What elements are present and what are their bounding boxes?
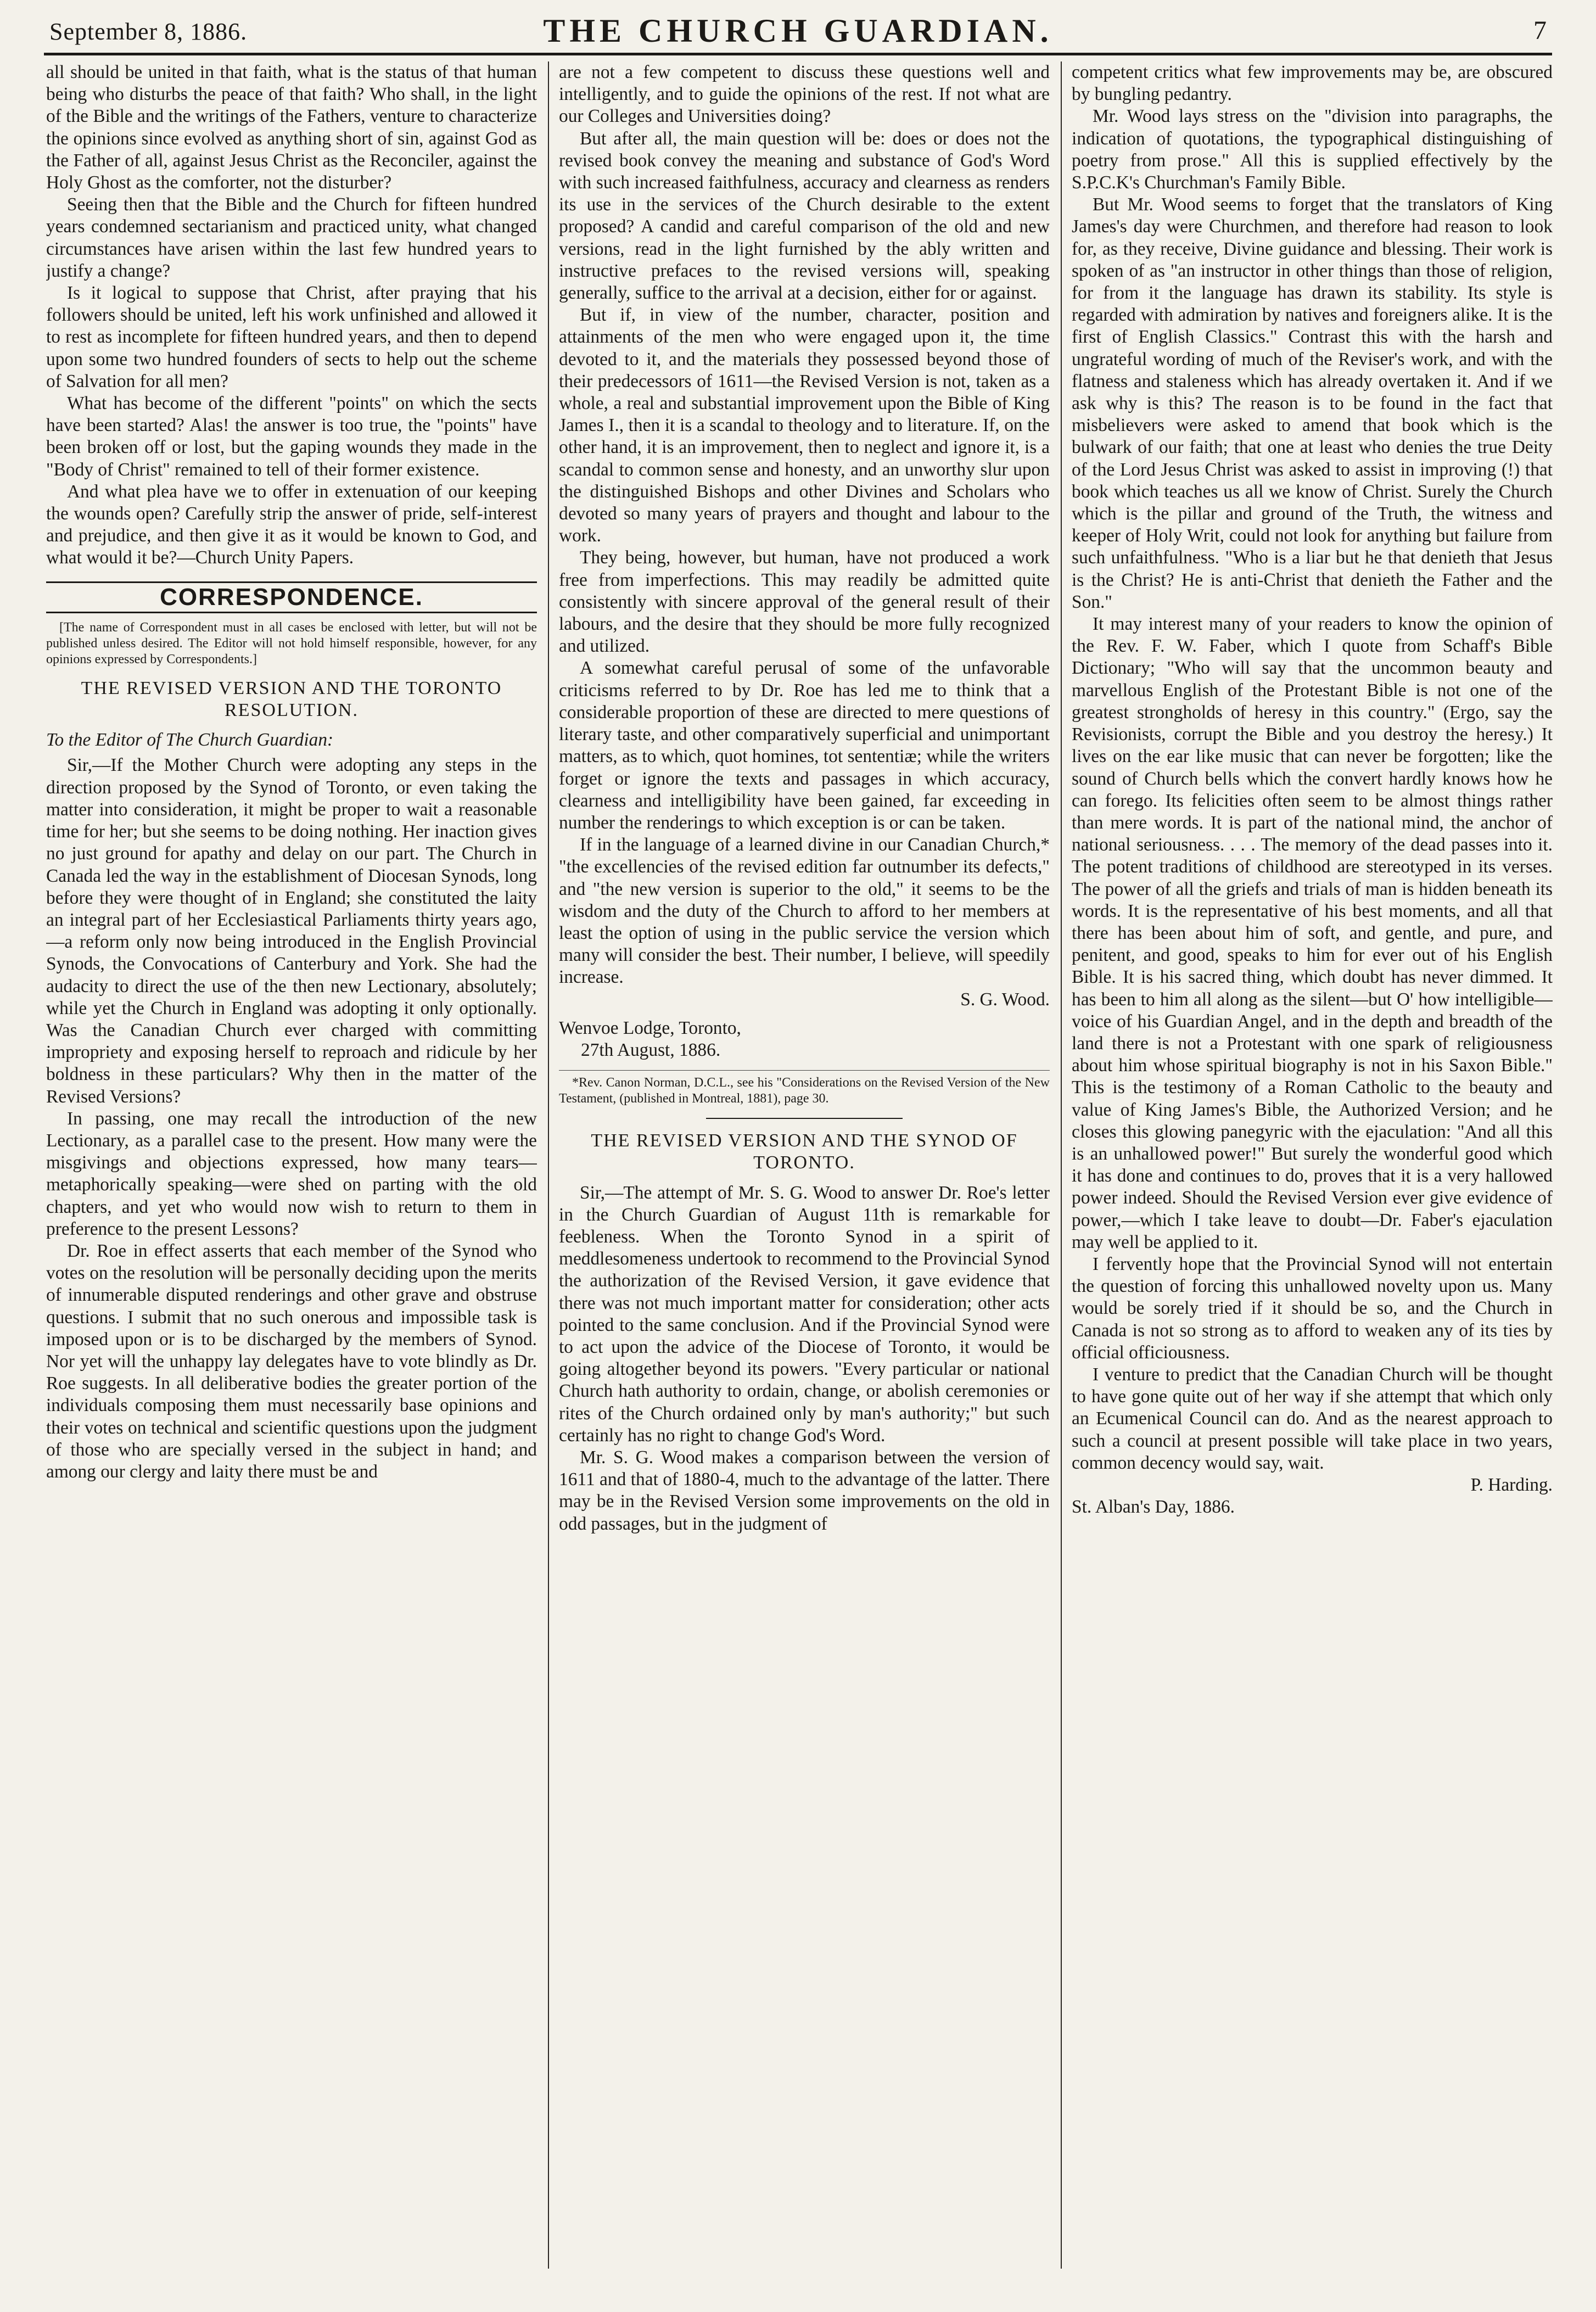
masthead	[44, 10, 1552, 48]
paragraph: I venture to predict that the Canadian Church will be thought to have gone quite out of her way if she attempt that which only an Ecumenical Council can do. And as the nearest approach to such a council at present possible will take place in two years, common decency would say, wait.	[1072, 1364, 1553, 1473]
paragraph: Dr. Roe in effect asserts that each member of the Synod who votes on the resolution will be personally deciding upon the merits of innumerable disputed renderings and other grave and obstruse questions. I submit that no such onerous and impossible task is imposed upon or is to be discharged by the members of Synod. Nor yet will the unhappy lay delegates have to vote blindly as Dr. Roe suggests. In all deliberative bodies the greater portion of the individuals composing them must necessarily base opinions and their votes on technical and scientific questions upon the judgment of those who are specially versed in the subject in hand; and among our clergy and laity there must be and	[46, 1240, 537, 1482]
paragraph: all should be united in that faith, what is the status of that human being who disturbs the peace of that faith? Who shall, in the light of the Bible and the writings of the Fathers, venture to characterize the opinions since evolved as anything short of sin, against God as the Father of all, against Jesus Christ as the Reconciler, against the Holy Ghost as the comforter, not the disturber?	[46, 62, 537, 193]
paragraph: They being, however, but human, have not produced a work free from imperfections. This may readily be admitted quite consistently with sincere approval of the general result of their labours, and the desire that they should be more fully recognized and utilized.	[559, 547, 1050, 657]
paragraph: What has become of the different "points" on which the sects have been started? Alas! the answer is too true, the "points" have been broken off or lost, but the gaping wounds they made in the "Body of Christ" remained to tell of their former existence.	[46, 393, 537, 480]
paragraph: But Mr. Wood seems to forget that the translators of King James's day were Churchmen, and therefore had reason to look for, as they receive, Divine guidance and blessing. Their work is spoken of as "an instructor in other things than those of religion, for from it the language has drawn its stability. Its style is regarded with admiration by natives and foreigners alike. It is the first of English Classics." Contrast this with the harsh and ungrateful wording of much of the Reviser's work, and with the flatness and staleness which has already overtaken it. And if we ask why is this? The reason is to be found in the fact that misbelievers were asked to amend that book which is the bulwark of our faith; that one at least who denies the true Deity of the Lord Jesus Christ was asked to assist in improving (!) that book which teaches us all we know of Christ. Surely the Church which is the pillar and ground of the Truth, the witness and keeper of Holy Writ, could not look for anything but failure from such unfaithfulness. "Who is a liar but he that denieth that Jesus is the Christ? He is anti-Christ that denieth the Father and the Son."	[1072, 194, 1553, 612]
signature: P. Harding.	[1470, 1475, 1553, 1495]
paragraph: I fervently hope that the Provincial Synod will not entertain the question of forcing this unhallowed novelty upon us. Many would be sorely tried if it should be so, and the Church in Canada is not so strong as to afford to weaken any of its ties by official officiousness.	[1072, 1253, 1553, 1363]
paragraph: Mr. Wood lays stress on the "division into paragraphs, the indication of quotations, the typographical distinguishing of poetry from prose." All this is supplied effectively by the S.P.C.K's Churchman's Family Bible.	[1072, 106, 1553, 193]
separator-rule	[706, 1118, 903, 1119]
paragraph: Mr. S. G. Wood makes a comparison between the version of 1611 and that of 1880-4, much to the advantage of the latter. There may be in the Revised Version some improvements on the old in odd passages, but in the judgment of	[559, 1447, 1050, 1534]
letter-title: THE REVISED VERSION AND THE SYNOD OF TORONTO.	[591, 1130, 1018, 1173]
salutation: To the Editor of The Church Guardian:	[46, 730, 334, 751]
paragraph: And what plea have we to offer in extenuation of our keeping the wounds open? Carefully strip the answer of pride, self-interest and prejudice, and then give it as it would be known to God, and what would it be?—Church Unity Papers.	[46, 481, 537, 568]
issue-date: September 8, 1886.	[49, 18, 248, 45]
paragraph: A somewhat careful perusal of some of the unfavorable criticisms referred to by Dr. Roe has led me to think that a considerable proportion of these are directed to mere questions of literary taste, and other comparatively superficial and unimportant matters, as to which, quot homines, tot sententiæ; while the writers forget or ignore the texts and passages in which accuracy, clearness and intelligibility have been gained, far exceeding in number the renderings to which exception is or can be taken.	[559, 658, 1050, 833]
address-line: Wenvoe Lodge, Toronto,	[559, 1017, 741, 1038]
column-rule-left	[548, 61, 549, 2269]
section-heading-correspondence: CORRESPONDENCE.	[46, 581, 537, 613]
signature-date: St. Alban's Day, 1886.	[1072, 1497, 1235, 1518]
masthead-rule	[44, 53, 1552, 55]
column-3	[1072, 61, 1553, 2285]
signature: S. G. Wood.	[960, 989, 1050, 1010]
address-date: 27th August, 1886.	[581, 1039, 721, 1060]
column-1	[46, 61, 537, 2285]
paragraph: Seeing then that the Bible and the Church for fifteen hundred years condemned sectarianism and practiced unity, what changed circumstances have arisen within the last few hundred years to justify a change?	[46, 194, 537, 281]
column-rule-right	[1061, 61, 1062, 2269]
paragraph: Is it logical to suppose that Christ, after praying that his followers should be united, left his work unfinished and allowed it to rest as incomplete for fifteen hundred years, and then to depend upon some two hundred founders of sects to help out the scheme of Salvation for all men?	[46, 283, 537, 391]
editorial-notice: [The name of Correspondent must in all cases be enclosed with letter, but will not be published unless desired. The Editor will not hold himself responsible, however, for any opinions expressed by Correspondents.]	[46, 620, 537, 667]
paragraph: In passing, one may recall the introduction of the new Lectionary, as a parallel case to the present. How many were the misgivings and objections expressed, how many tears—metaphorically speaking—were shed on parting with the old chapters, and yet who would now wish to return to them in preference to the present Lessons?	[46, 1108, 537, 1239]
column-2	[559, 61, 1050, 2285]
footnote: *Rev. Canon Norman, D.C.L., see his "Considerations on the Revised Version of the New Testament, (published in Montreal, 1881), page 30.	[559, 1070, 1050, 1107]
letter-title: THE REVISED VERSION AND THE TORONTO RESOLUTION.	[81, 678, 502, 721]
paragraph: Sir,—If the Mother Church were adopting any steps in the direction proposed by the Synod of Toronto, or even taking the matter into consideration, it might be proper to wait a reasonable time for her; but she seems to be doing nothing. Her inaction gives no just ground for apathy and delay on our part. The Church in Canada led the way in the establishment of Diocesan Synods, long before they were thought of in England; she constituted the laity an integral part of her Ecclesiastical Parliaments thirty years ago,—a reform only now being introduced in the English Provincial Synods, the Convocations of Canterbury and York. She had the audacity to direct the use of the then new Lectionary, absolutely; while yet the Church in England was adopting it only optionally. Was the Canadian Church ever charged with committing impropriety and exposing herself to reproach and ridicule by her boldness in these particulars? Why then in the matter of the Revised Versions?	[46, 755, 537, 1107]
paragraph: But if, in view of the number, character, position and attainments of the men who were engaged upon it, the time devoted to it, and the materials they possessed beyond those of their predecessors of 1611—the Revised Version is not, taken as a whole, a real and substantial improvement upon the Bible of King James I., then it is a scandal to theology and to literature. If, on the other hand, it is an improvement, then to neglect and ignore it, is a scandal to common sense and honesty, and an unworthy slur upon the distinguished Bishops and other Divines and Scholars who devoted so many years of prayers and thought and labour to the work.	[559, 305, 1050, 546]
paragraph: competent critics what few improvements may be, are obscured by bungling pedantry.	[1072, 62, 1553, 105]
paragraph: are not a few competent to discuss these questions well and intelligently, and to guide the opinions of the rest. If not what are our Colleges and Universities doing?	[559, 62, 1050, 127]
paragraph: If in the language of a learned divine in our Canadian Church,* "the excellencies of the revised edition far outnumber its defects," and "the new version is superior to the old," it seems to be the wisdom and the duty of the Church to afford to her members at least the option of using in the public service the version which many will consider the best. Their number, I believe, will speedily increase.	[559, 835, 1050, 988]
paragraph: Sir,—The attempt of Mr. S. G. Wood to answer Dr. Roe's letter in the Church Guardian of August 11th is remarkable for feebleness. When the Toronto Synod in a spirit of meddlesomeness undertook to recommend to the Provincial Synod the authorization of the Revised Version, it gave evidence that there was not much important matter for consideration; other acts pointed to the same conclusion. And if the Provincial Synod were to act upon the advice of the Diocese of Toronto, it would be going altogether beyond its powers. "Every particular or national Church hath authority to ordain, change, or abolish ceremonies or rites of the Church ordained only by man's authority;" but such certainly has no right to change God's Word.	[559, 1182, 1050, 1446]
newspaper-title: THE CHURCH GUARDIAN.	[543, 13, 1053, 49]
paragraph: It may interest many of your readers to know the opinion of the Rev. F. W. Faber, which I quote from Schaff's Bible Dictionary; "Who will say that the uncommon beauty and marvellous English of the Protestant Bible is not one of the greatest strongholds of heresy in this country." (Ergo, say the Revisionists, corrupt the Bible and you destroy the heresy.) It lives on the ear like music that can never be forgotten; like the sound of Church bells which the convert hardly knows how he can forego. Its felicities often seem to be almost things rather than mere words. It is part of the national mind, the anchor of national seriousness. . . . The memory of the dead passes into it. The potent traditions of childhood are stereotyped in its verses. The power of all the griefs and trials of man is hidden beneath its words. It is the representative of his best moments, and all that there has been about him of soft, and gentle, and pure, and penitent, and good, speaks to him for ever out of his English Bible. It is his sacred thing, which doubt has never dimmed. It has been to him all along as the silent—but O' how intelligible—voice of his Guardian Angel, and in the depth and breadth of the land there is not a Protestant with one spark of religiousness about him whose spiritual biography is not in his Saxon Bible." This is the testimony of a Roman Catholic to the beauty and value of King James's Bible, the Authorized Version; and he closes this glowing panegyric with the ejaculation: "And all this is an unhallowed power!" But surely the wonderful good which it has done and continues to do, proves that it is a very hallowed power indeed. Should the Revised Version ever give evidence of power,—which I take leave to doubt—Dr. Faber's ejaculation may well be applied to it.	[1072, 614, 1553, 1252]
paragraph: But after all, the main question will be: does or does not the revised book convey the meaning and substance of God's Word with such increased faithfulness, accuracy and clearness as renders its use in the services of the Church desirable to the extent proposed? A candid and careful comparison of the old and new versions, read in the light furnished by the ably written and instructive prefaces to the revised versions will, speaking generally, suffice to the arrival at a decision, either for or against.	[559, 128, 1050, 304]
page-number: 7	[1533, 16, 1547, 45]
